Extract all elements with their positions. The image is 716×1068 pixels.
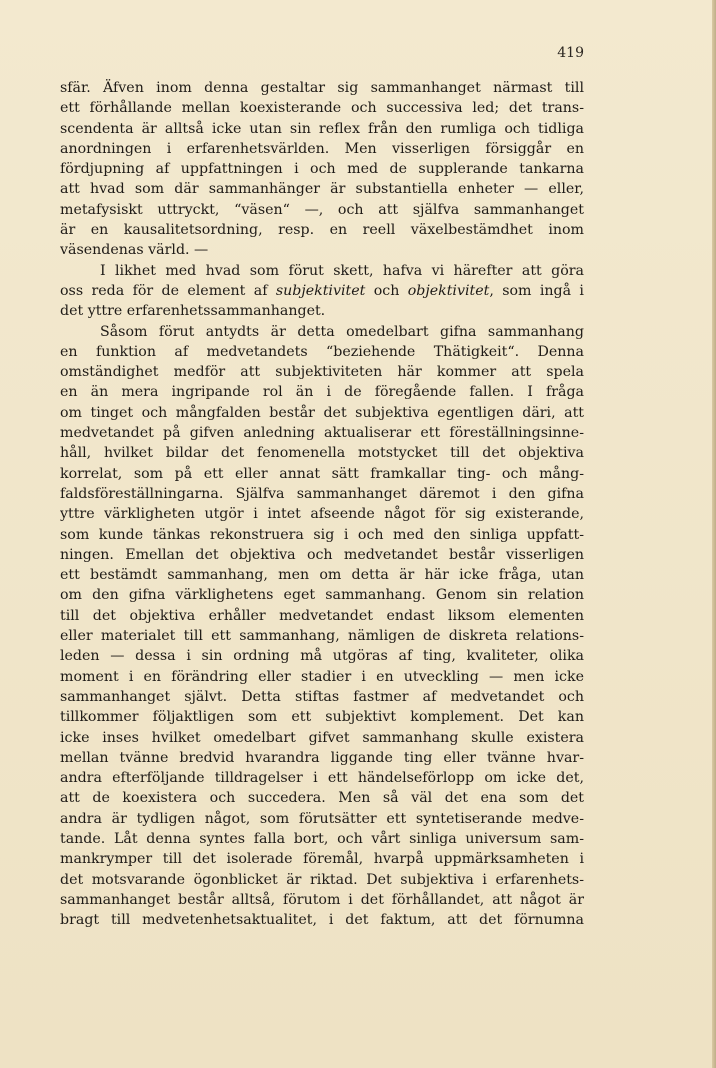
text-line: moment i en förändring eller stadier i en utveckling — men icke	[60, 668, 584, 685]
text-line: väsendenas värld. —	[60, 242, 209, 259]
text-line: metafysiskt uttryckt, “väsen“ —, och att själfva sammanhanget	[60, 201, 584, 218]
text-line: mankrymper till det isolerade föremål, hvarpå uppmärksamheten i	[60, 851, 584, 868]
text-line: det motsvarande ögonblicket är riktad. Det subjektiva i erfarenhets-	[60, 871, 584, 888]
text-line: sammanhanget självt. Detta stiftas fastmer af medvetandet och	[60, 688, 584, 705]
text-line: om tinget och mångfalden består det subjektiva egentligen däri, att	[60, 404, 584, 421]
text-line	[60, 281, 584, 301]
page-number: 419	[557, 45, 584, 61]
text-line: Såsom förut antydts är detta omedelbart gifna sammanhang	[100, 323, 584, 340]
emphasized-word: subjektivitet	[275, 282, 366, 299]
text-line: en funktion af medvetandets “beziehende Thätigkeit“. Denna	[60, 343, 584, 360]
text-line: bragt till medvetenhetsaktualitet, i det faktum, att det förnumna	[60, 912, 584, 929]
text-line: andra efterföljande tilldragelser i ett händelseförlopp om icke det,	[60, 770, 584, 787]
text-line: eller materialet till ett sammanhang, nämligen de diskreta relations-	[60, 628, 584, 645]
text-line: scendenta är alltså icke utan sin reflex från den rumliga och tidliga	[60, 120, 584, 137]
text-line: det yttre erfarenhetssammanhanget.	[60, 303, 326, 320]
text-line: andra är tydligen något, som förutsätter ett syntetiserande medve-	[60, 810, 584, 827]
text-line: ningen. Emellan det objektiva och medvetandet består visserligen	[60, 546, 584, 563]
body-text	[60, 78, 584, 930]
text-line: är en kausalitetsordning, resp. en reell växelbestämdhet inom	[60, 222, 584, 239]
text-line: till det objektiva erhåller medvetandet endast liksom elementen	[60, 607, 584, 624]
text-line: omständighet medför att subjektiviteten här kommer att spela	[60, 364, 584, 381]
text-run: oss reda för de element af	[60, 282, 276, 299]
text-line: sfär. Äfven inom denna gestaltar sig sammanhanget närmast till	[60, 80, 584, 96]
text-line: medvetandet på gifven anledning aktualiserar ett föreställningsinne-	[60, 425, 584, 442]
text-line: som kunde tänkas rekonstruera sig i och med den sinliga uppfatt-	[60, 526, 584, 543]
text-line: I likhet med hvad som förut skett, hafva vi härefter att göra	[100, 262, 584, 279]
text-line: tillkommer följaktligen som ett subjektivt komplement. Det kan	[60, 709, 584, 726]
text-line: tande. Låt denna syntes falla bort, och vårt sinliga universum sam-	[60, 830, 584, 847]
text-line: att hvad som där sammanhänger är substantiella enheter — eller,	[60, 181, 584, 198]
text-line: mellan tvänne bredvid hvarandra liggande ting eller tvänne hvar-	[60, 749, 584, 766]
text-line: ett förhållande mellan koexisterande och successiva led; det trans-	[60, 100, 584, 117]
text-line: om den gifna värklighetens eget sammanhang. Genom sin relation	[60, 587, 584, 604]
text-line: faldsföreställningarna. Själfva sammanhanget däremot i den gifna	[60, 485, 584, 502]
text-run: , som ingå i	[489, 282, 584, 299]
text-line: fördjupning af uppfattningen i och med de supplerande tankarna	[60, 161, 584, 178]
text-line: anordningen i erfarenhetsvärlden. Men visserligen försiggår en	[60, 140, 584, 157]
page-edge	[712, 0, 716, 1068]
text-line: yttre värkligheten utgör i intet afseende något för sig existerande,	[60, 506, 584, 523]
emphasized-word: objektivitet	[407, 282, 490, 299]
text-line: korrelat, som på ett eller annat sätt framkallar ting- och mång-	[60, 465, 584, 482]
text-run: och	[365, 282, 408, 299]
text-line: att de koexistera och succedera. Men så väl det ena som det	[60, 790, 584, 807]
text-line: en än mera ingripande rol än i de föregående fallen. I fråga	[60, 384, 584, 401]
text-line: håll, hvilket bildar det fenomenella motstycket till det objektiva	[60, 445, 584, 462]
text-line: sammanhanget består alltså, förutom i det förhållandet, att något är	[60, 891, 584, 908]
text-line: icke inses hvilket omedelbart gifvet sammanhang skulle existera	[60, 729, 584, 746]
text-line: ett bestämdt sammanhang, men om detta är här icke fråga, utan	[60, 567, 584, 584]
text-line: leden — dessa i sin ordning må utgöras af ting, kvaliteter, olika	[60, 648, 584, 665]
